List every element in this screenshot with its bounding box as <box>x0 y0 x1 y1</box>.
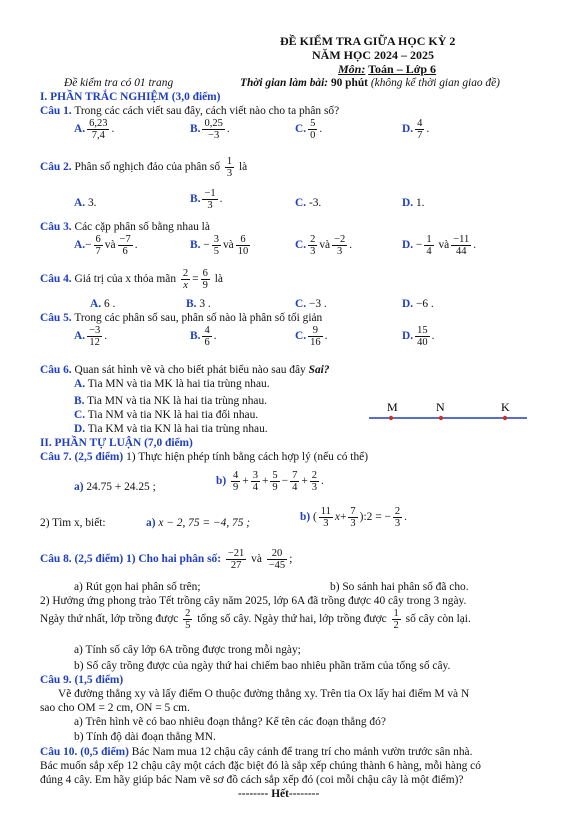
q6-option-a: A. Tia MN và tia MK là hai tia trùng nhau. <box>74 378 270 390</box>
time-note: (không kể thời gian giao đề) <box>370 77 500 89</box>
q9-line2: sao cho OM = 2 cm, ON = 5 cm. <box>40 702 190 714</box>
point-n <box>439 416 443 420</box>
pages-note: Đề kiểm tra có 01 trang <box>64 77 174 89</box>
label-n: N <box>436 400 445 414</box>
q2-stem: Câu 2. Phân số nghịch đảo của phân số $\frac{1}{3}$ là <box>40 156 248 180</box>
q4-option-c: C. −3 . <box>295 298 327 310</box>
q3-option-d: D. − $\frac{1}{4}$ và $\frac{-11}{44}$ . <box>402 234 477 258</box>
time-label: Thời gian làm bài: <box>240 77 329 89</box>
q9-part-a: a) Trên hình vẽ có bao nhiêu đoạn thẳng? Kể tên các đoạn thẳng đó? <box>74 716 386 728</box>
subject-label: Môn: <box>338 62 366 76</box>
point-k <box>503 416 507 420</box>
q7-part2-a: a) x − 2, 75 = −4, 75 ; <box>146 517 251 529</box>
q8-stem: Câu 8. (2,5 điểm) 1) Cho hai phân số: $\frac{-21}{27}$ và $\frac{20}{-45}$ ; <box>40 548 293 572</box>
q6-option-b: B. Tia MN và tia NK là hai tia trùng nhau. <box>74 395 268 407</box>
end-marker: -------- Hết-------- <box>238 788 320 800</box>
subject-line <box>338 62 436 77</box>
q1-label: Câu 1. <box>40 105 72 117</box>
q7-part-b: b) $\frac{4}{9}$ + $\frac{3}{4}$ + $\frac{5}{9}$ − $\frac{7}{4}$ + $\frac{2}{3}$ . <box>216 470 324 494</box>
q2-option-b: B. $\frac{-1}{3}$ . <box>190 188 223 212</box>
q3-option-b: B. − $\frac{3}{5}$ và $\frac{6}{10}$ <box>190 234 249 258</box>
q8-part2: 2) Hưởng ứng phong trào Tết trồng cây năm 2025, lớp 6A đã trồng được 40 cây trong 3 ngày. <box>40 595 467 607</box>
q5-option-b: B. $\frac{4}{6}$ . <box>190 325 217 349</box>
q10-line1: Câu 10. (0,5 điểm) Bác Nam mua 12 chậu cây cảnh để trang trí cho mảnh vườn trước sân nhà. <box>40 746 473 758</box>
q1-option-d: D. $\frac{4}{7}$ . <box>402 118 430 142</box>
q6-ray-diagram <box>365 398 535 426</box>
time-line <box>240 76 500 90</box>
q5-option-a: A. $\frac{-3}{12}$ . <box>74 325 108 349</box>
q4-stem: Câu 4. Giá trị của x thỏa mãn $\frac{2}{x}$ = $\frac{6}{9}$ là <box>40 268 223 292</box>
q3-stem: Câu 3. Các cặp phân số bằng nhau là <box>40 221 210 233</box>
q7-stem: Câu 7. (2,5 điểm) 1) Thực hiện phép tính bằng cách hợp lý (nếu có thể) <box>40 451 369 463</box>
q9-label: Câu 9. (1,5 điểm) <box>40 674 124 686</box>
q4-option-a: A. 6 . <box>90 298 116 310</box>
q1-option-a: A. $\frac{6,23}{7,4}$ . <box>74 118 115 142</box>
q6-option-d: D. Tia KM và tia KN là hai tia trùng nhau. <box>74 423 268 435</box>
q8-part2-a: a) Tính số cây lớp 6A trồng được trong mỗi ngày; <box>74 644 301 656</box>
q4-option-d: D. −6 . <box>402 298 434 310</box>
q9-line1: Vẽ đường thẳng xy và lấy điểm O thuộc đường thẳng xy. Trên tia Ox lấy hai điểm M và N <box>58 688 470 700</box>
q1-option-b: B. $\frac{0,25}{-3}$ . <box>190 118 230 142</box>
q9-part-b: b) Tính độ dài đoạn thẳng MN. <box>74 731 216 743</box>
part1-title: I. PHẦN TRẮC NGHIỆM (3,0 điểm) <box>40 91 221 103</box>
q1-text: Trong các cách viết sau đây, cách viết nào cho ta phân số? <box>74 105 340 117</box>
q7-part2: 2) Tìm x, biết: <box>40 517 106 529</box>
q6-stem: Câu 6. Quan sát hình vẽ và cho biết phát biểu nào sau đây Sai? <box>40 364 330 376</box>
exam-title: ĐỀ KIỂM TRA GIỮA HỌC KỲ 2 <box>280 34 456 48</box>
q3-option-a: A.− $\frac{6}{7}$ và $\frac{-7}{6}$ . <box>74 234 138 258</box>
q5-stem: Câu 5. Trong các phân số sau, phân số nào là phân số tối giản <box>40 312 323 324</box>
q3-option-c: C. $\frac{2}{3}$ và $\frac{-2}{3}$ . <box>295 234 353 258</box>
q8-part2-line: Ngày thứ nhất, lớp trồng được $\frac{2}{5}$ tổng số cây. Ngày thứ hai, lớp trồng được $\frac{1}{2}$ số cây còn lại. <box>40 608 471 632</box>
q7-part2-b: b) ( $\frac{11}{3}$ x+ $\frac{7}{3}$ ):2 = − $\frac{2}{3}$ . <box>300 506 407 530</box>
q8-part-b: b) So sánh hai phân số đã cho. <box>330 581 469 593</box>
q1-option-c: C. $\frac{5}{0}$ . <box>295 118 323 142</box>
part2-title: II. PHẦN TỰ LUẬN (7,0 điểm) <box>40 437 193 449</box>
q10-line2: Bác muốn sắp xếp 12 chậu cây một cách đặc biệt đó là sắp xếp chúng thành 6 hàng, mỗi hàng có <box>40 760 481 772</box>
q10-line3: đúng 4 cây. Em hãy giúp bác Nam vẽ sơ đồ cách sắp xếp đó (coi mỗi chậu cây là một điểm)? <box>40 774 464 786</box>
q5-option-d: D. $\frac{15}{40}$ . <box>402 325 435 349</box>
label-k: K <box>501 400 510 414</box>
q5-option-c: C. $\frac{9}{16}$ . <box>295 325 328 349</box>
subject: Toán – Lớp 6 <box>368 62 437 76</box>
point-m <box>389 416 393 420</box>
school-year: NĂM HỌC 2024 – 2025 <box>312 48 434 62</box>
q1-stem <box>40 104 339 118</box>
q8-part-a: a) Rút gọn hai phân số trên; <box>74 581 201 593</box>
q8-part2-b: b) Số cây trồng được của ngày thứ hai chiếm bao nhiêu phần trăm của tổng số cây. <box>74 660 451 672</box>
q7-part-a: a) 24.75 + 24.25 ; <box>74 481 156 493</box>
q4-option-b: B. 3 . <box>186 298 211 310</box>
q2-option-d: D. 1. <box>402 197 425 209</box>
q2-option-a: A. 3. <box>74 197 97 209</box>
q2-option-c: C. -3. <box>295 197 322 209</box>
q6-option-c: C. Tia NM và tia NK là hai tia đối nhau. <box>74 409 259 421</box>
time-value: 90 phút <box>330 77 368 89</box>
label-m: M <box>387 400 398 414</box>
